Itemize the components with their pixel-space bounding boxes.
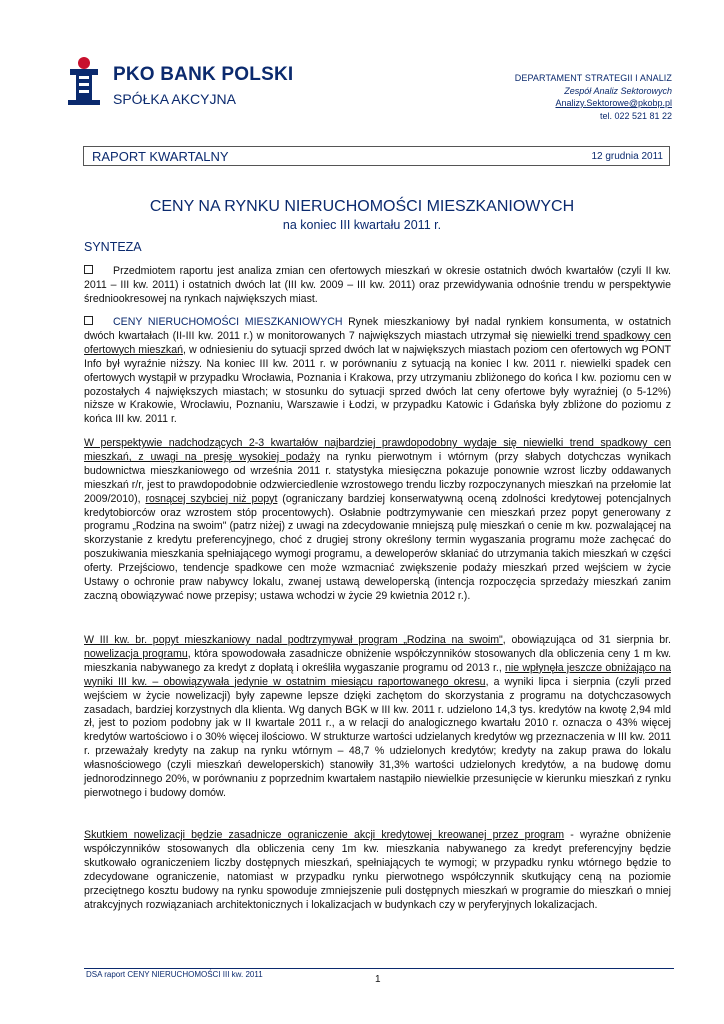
- pko-bank-logo-icon: [66, 56, 102, 106]
- paragraph-outlook-underlined-2: rosnącej szybciej niż popyt: [145, 492, 278, 505]
- paragraph-prices-underlined: niewielki trend spadkowy cen ofertowych mieszkań: [84, 329, 672, 356]
- paragraph-effects: [84, 829, 671, 912]
- paragraph-prices-heading: CENY NIERUCHOMOŚCI MIESZKANIOWYCH: [113, 316, 343, 328]
- checkbox-bullet-icon: [84, 265, 93, 274]
- paragraph-prices-text-a: Rynek mieszkaniowy był nadal rynkiem konsumenta, w ostatnich dwóch kwartałach (II-III kw. 2011 r.) w monitorowanych 7 największych miastach utrzymał się: [84, 316, 672, 342]
- paragraph-outlook: [84, 437, 671, 604]
- document-subtitle: na koniec III kwartału 2011 r.: [282, 218, 442, 232]
- report-type-box: [83, 146, 670, 166]
- brand-subtitle: SPÓŁKA AKCYJNA: [113, 91, 236, 107]
- report-type: RAPORT KWARTALNY: [92, 149, 229, 164]
- paragraph-intro-text: Przedmiotem raportu jest analiza zmian cen ofertowych mieszkań w okresie ostatnich dwóch kwartałów (czyli II kw. 2011 – III kw. 2011) i ostatnich dwóch lat (III kw. 2009 – III kw. 2011) oraz przewidywania odnośnie trendu w perspektywie średniookresowej na rynkach największych miast.: [84, 265, 671, 305]
- paragraph-outlook-underlined-1: W perspektywie nadchodzących 2-3 kwartałów najbardziej prawdopodobny wydaje się niewielki trend spadkowy cen mieszkań, z uwagi na presję wysokiej podaży: [84, 437, 671, 463]
- report-date: 12 grudnia 2011: [591, 151, 663, 162]
- department-contact: [515, 72, 672, 122]
- team-name: Zespół Analiz Sektorowych: [564, 85, 672, 96]
- brand-name: PKO BANK POLSKI: [113, 64, 294, 85]
- paragraph-outlook-text-b: (ograniczany bardziej konserwatywną oceną zdolności kredytowej potencjalnych kredytobiorców oraz wzrostem stóp procentowych). Osłabnie podtrzymywanie cen mieszkań przez popyt generowany z programu „Rodzina na swoim" (patrz niżej) z uwagi na zdecydowanie mniejszą pulę mieszkań o cenie m kw. pozwalającej na skorzystanie z kredytu preferencyjnego, choć z drugiej strony określony termin wygaszania programu może zachęcać do poszukiwania mieszkania spełniającego wymogi programu, a deweloperów skłaniać do utrzymania takich mieszkań w części oferty. Przejściowo, tendencje spadkowe cen może wzmacniać zwiększenie podaży mieszkań przed wejściem w życie Ustawy o ochronie praw nabywcy lokalu, zwanej ustawą deweloperską (intencja rozpoczęcia sprzedaży mieszkań zanim zaczną obowiązywać nowe przepisy; ustawa wchodzi w życie 29 kwietnia 2012 r.).: [84, 492, 671, 602]
- section-heading: SYNTEZA: [84, 240, 142, 254]
- footer-divider: [84, 968, 674, 969]
- paragraph-program-text-c: , a wyniki lipca i sierpnia (czyli przed wejściem w życie nowelizacji) były zapewne lepsze dzięki zachętom do skorzystania z programu na dotychczasowych zasadach, bardziej korzystnych dla klienta. Wg danych BGK w III kw. 2011 r. udzielono 14,3 tys. kredytów na kwotę 2,94 mld zł, jest to poziom podobny jak w II kwartale 2011 r., a w relacji do analogicznego kwartału 2010 r. oznacza o 43% więcej kredytów wartościowo i o 30% więcej ilościowo. W strukturze wartości udzielanych kredytów wg przeznaczenia w III kw. 2011 r. przeważały kredyty na zakup na rynku wtórnym – 48,7 % udzielonych kredytów; kredyty na zakup prawa do lokalu własnościowego (czyli mieszkań deweloperskich) stanowiły 31,3% wartości udzielonych kredytów, a na budowę domu jednorodzinnego 20%, w porównaniu z poprzednim kwartałem nastąpiło niewielkie przesunięcie w kierunku mieszkań z rynku pierwotnego i budowy domów.: [84, 675, 671, 799]
- paragraph-program-underlined-3: nie wpłynęła jeszcze obniżająco na wyniki III kw. – obowiązywała jedynie w ostatnim miesiącu raportowanego okresu: [84, 661, 671, 688]
- paragraph-prices: [84, 316, 671, 427]
- page-number: 1: [375, 974, 381, 985]
- document-title: CENY NA RYNKU NIERUCHOMOŚCI MIESZKANIOWYCH: [149, 198, 575, 215]
- email-link[interactable]: Analizy.Sektorowe@pkobp.pl: [555, 98, 672, 108]
- paragraph-program-underlined-2: nowelizacja programu: [84, 647, 188, 660]
- paragraph-outlook-text-a: na rynku pierwotnym i wtórnym (przy słabych dotychczas wynikach budownictwa mieszkaniowego od września 2011 r. statystyka miesięczna pokazuje ponownie wzrost liczby oddawanych mieszkań r/r, jest to prawdopodobnie odzwierciedlenie wzrostowego trendu liczby rozpoczynanych mieszkań na przełomie lat 2009/2010),: [84, 450, 672, 505]
- paragraph-prices-text-b: , w odniesieniu do sytuacji sprzed dwóch lat w największych miastach poziom cen ofertowych wg PONT Info był wyraźnie niższy. Na koniec III kw. 2011 r. w porównaniu z sytuacją na koniec I kw. 2011 r. niewielki spadek cen ofertowych wystąpił w przypadku Wrocławia, Poznania i Krakowa, przy utrzymaniu zbliżonego do końca I kw. poziomu cen w pozostałych 4 największych miastach; w stosunku do sytuacji sprzed dwóch lat ceny ofertowe były wyraźniej (o 5-12%) niższe w Krakowie, Wrocławiu, Poznaniu, Warszawie i Łodzi, w przypadku Katowic i Gdańska były zbliżone do poziomu z końca III kw. 2011 r.: [84, 343, 671, 426]
- department-name: DEPARTAMENT STRATEGII I ANALIZ: [514, 73, 672, 83]
- paragraph-program-text-b: , która spowodowała zasadnicze obniżenie współczynników stosowanych dla obliczenia ceny 1 m kw. mieszkania nabywanego za kredyt z dopłatą i określiła wygaszanie programu od 2013 r.,: [84, 647, 672, 674]
- paragraph-intro: [84, 265, 671, 307]
- footer-label: DSA raport CENY NIERUCHOMOŚCI III kw. 2011: [86, 970, 263, 979]
- paragraph-effects-text: - wyraźne obniżenie współczynników stosowanych dla obliczenia ceny 1m kw. mieszkania nabywanego za kredyt preferencyjny będzie skutkowało ograniczeniem liczby dostępnych mieszkań, spełniających te wymogi; w przypadku rynku wtórnego będzie to zdecydowane ograniczenie, natomiast w przypadku rynku pierwotnego współczynnik skutkujący ceną na poziomie przeciętnego kosztu budowy na rynku spowoduje zmniejszenie puli dostępnych mieszkań w programie do mieszkań o mniej atrakcyjnych rozwiązaniach architektonicznych i lokalizacjach w budynkach czy w peryferyjnych lokalizacjach.: [84, 829, 671, 911]
- paragraph-program-underlined-1: W III kw. br. popyt mieszkaniowy nadal podtrzymywał program „Rodzina na swoim": [84, 634, 503, 646]
- paragraph-program-text-a: , obowiązująca od 31 sierpnia br.: [502, 634, 671, 646]
- paragraph-program: [84, 634, 671, 801]
- paragraph-effects-underlined: Skutkiem nowelizacji będzie zasadnicze ograniczenie akcji kredytowej kreowanej przez program: [84, 829, 565, 841]
- checkbox-bullet-icon: [84, 316, 93, 325]
- phone-number: tel. 022 521 81 22: [599, 110, 672, 121]
